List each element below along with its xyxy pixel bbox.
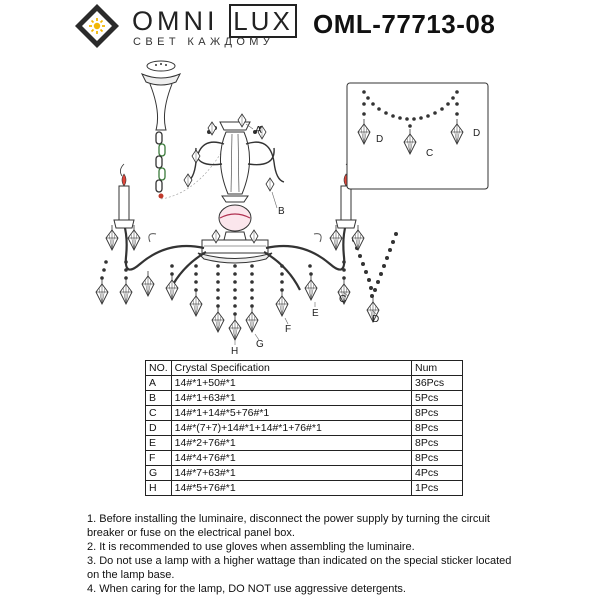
note-4: 4. When caring for the lamp, DO NOT use aggressive detergents.	[87, 583, 406, 595]
label-f: F	[285, 324, 292, 335]
cell-no: F	[146, 451, 172, 466]
label-a: A	[255, 125, 262, 136]
table-row	[146, 481, 463, 496]
note-2: 2. It is recommended to use gloves when assembling the luminaire.	[87, 541, 415, 553]
brand-name-omni: OMNI	[132, 6, 219, 36]
brand-tagline: СВЕТ КАЖДОМУ	[133, 36, 275, 48]
note-1: 1. Before installing the luminaire, disconnect the power supply by turning the circuit breaker or fuse on the electrical panel box.	[87, 513, 490, 539]
cell-num: 5Pcs	[412, 391, 463, 406]
col-header-num: Num	[412, 361, 463, 376]
cell-num: 8Pcs	[412, 451, 463, 466]
cell-no: H	[146, 481, 172, 496]
detail-label-d-right: D	[473, 128, 481, 139]
label-b: B	[278, 206, 285, 217]
label-e: E	[312, 308, 319, 319]
brand-name-lux: LUX	[229, 4, 297, 38]
table-row	[146, 421, 463, 436]
label-g: G	[256, 339, 264, 350]
cell-no: E	[146, 436, 172, 451]
cell-spec: 14#*7+63#*1	[171, 466, 411, 481]
col-header-spec: Crystal Specification	[171, 361, 411, 376]
note-3: 3. Do not use a lamp with a higher wattage than indicated on the special sticker located on the lamp base.	[87, 555, 512, 581]
col-header-no: NO.	[146, 361, 172, 376]
cell-no: G	[146, 466, 172, 481]
cell-spec: 14#*2+76#*1	[171, 436, 411, 451]
cell-spec: 14#*(7+7)+14#*1+14#*1+76#*1	[171, 421, 411, 436]
cell-num: 8Pcs	[412, 406, 463, 421]
cell-spec: 14#*1+50#*1	[171, 376, 411, 391]
header	[0, 0, 600, 56]
cell-spec: 14#*1+14#*5+76#*1	[171, 406, 411, 421]
cell-no: B	[146, 391, 172, 406]
table-row	[146, 406, 463, 421]
omnilux-logo-icon	[74, 3, 120, 49]
table-row	[146, 451, 463, 466]
crystal-spec-table	[145, 360, 463, 496]
cell-spec: 14#*5+76#*1	[171, 481, 411, 496]
table-row	[146, 391, 463, 406]
model-number: OML-77713-08	[313, 9, 496, 39]
cell-spec: 14#*4+76#*1	[171, 451, 411, 466]
detail-label-c: C	[426, 148, 434, 159]
installation-notes	[87, 512, 515, 596]
label-c: C	[339, 294, 347, 305]
table-header-row	[146, 361, 463, 376]
detail-label-d-left: D	[376, 134, 384, 145]
table-row	[146, 376, 463, 391]
cell-no: A	[146, 376, 172, 391]
label-d: D	[372, 314, 380, 325]
chandelier-drawing	[0, 52, 600, 357]
cell-num: 8Pcs	[412, 421, 463, 436]
cell-spec: 14#*1+63#*1	[171, 391, 411, 406]
cell-num: 4Pcs	[412, 466, 463, 481]
cell-num: 8Pcs	[412, 436, 463, 451]
cell-no: C	[146, 406, 172, 421]
cell-num: 1Pcs	[412, 481, 463, 496]
cell-no: D	[146, 421, 172, 436]
table-row	[146, 436, 463, 451]
table-row	[146, 466, 463, 481]
label-h: H	[231, 346, 239, 357]
cell-num: 36Pcs	[412, 376, 463, 391]
